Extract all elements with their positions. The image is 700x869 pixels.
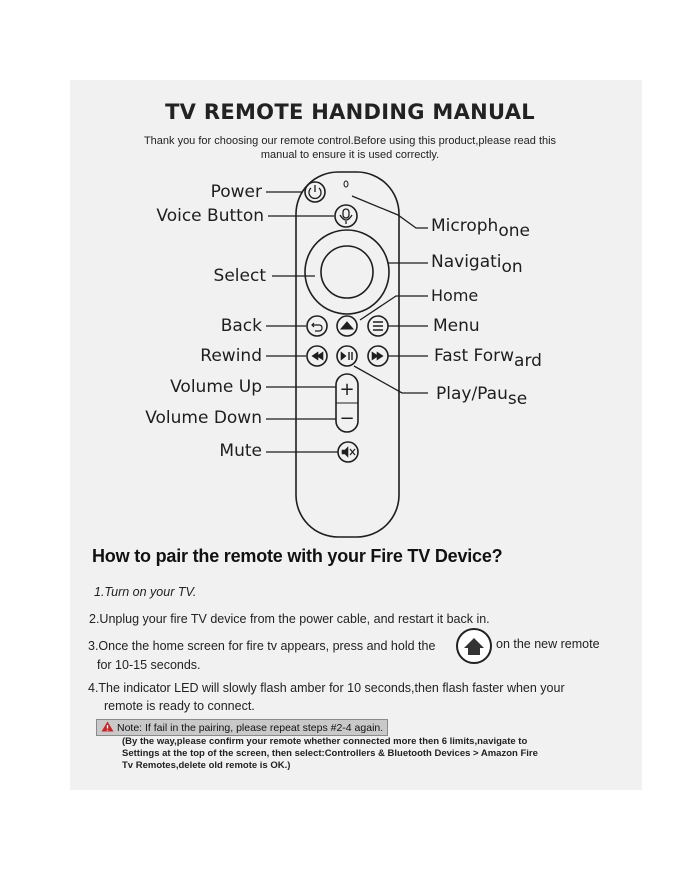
back-button [307,316,327,336]
label-power: Power [210,182,262,202]
pairing-step-4b: remote is ready to connect. [104,699,255,713]
pairing-step-2: 2.Unplug your fire TV device from the power cable, and restart it back in. [89,612,490,626]
page-title: TV REMOTE HANDING MANUAL [165,100,535,124]
label-navigation: Navigati$_{on}$ [431,252,523,277]
play-pause-button [337,346,357,366]
microphone-hole [344,181,348,187]
label-rewind: Rewind [200,346,262,366]
navigation-ring [305,230,389,314]
label-microphone: Microph$_{one}$ [431,216,530,241]
label-play-pause: Play/Pau$_{se}$ [436,384,528,409]
pairing-heading: How to pair the remote with your Fire TV Device? [92,546,503,566]
warning-icon [101,721,114,732]
pairing-step-3b: on the new remote [496,637,600,651]
note-line-2: Settings at the top of the screen, then select:Controllers & Bluetooth Devices > Amazon Fire [122,748,538,759]
label-mute: Mute [219,441,262,461]
label-home: Home [431,286,479,305]
label-volume-up: Volume Up [170,377,262,397]
select-button [321,246,373,298]
pairing-step-1: 1.Turn on your TV. [94,585,197,599]
note-line-1: (By the way,please confirm your remote whether connected more then 6 limits,navigate to [122,736,528,747]
pairing-step-4a: 4.The indicator LED will slowly flash amber for 10 seconds,then flash faster when your [88,681,565,695]
label-volume-down: Volume Down [145,408,262,428]
pairing-step-3a: 3.Once the home screen for fire tv appears, press and hold the [88,639,436,653]
note-box [96,719,388,736]
intro-line-2: manual to ensure it is used correctly. [260,149,440,161]
pairing-step-3c: for 10-15 seconds. [97,658,201,672]
volume-minus-glyph: − [339,408,355,429]
label-back: Back [220,316,262,336]
volume-plus-glyph: + [339,379,355,400]
label-fast-forward: Fast Forw$_{ard}$ [434,346,542,371]
label-menu: Menu [433,316,480,336]
label-voice-button: Voice Button [156,206,264,226]
label-select: Select [213,266,266,286]
intro-line-1: Thank you for choosing our remote control.Before using this product,please read this [143,135,557,147]
note-label: Note: If fail in the pairing, please repeat steps #2-4 again. [117,722,384,734]
note-line-3: Tv Remotes,delete old remote is OK.) [122,760,291,771]
home-icon [456,628,492,664]
